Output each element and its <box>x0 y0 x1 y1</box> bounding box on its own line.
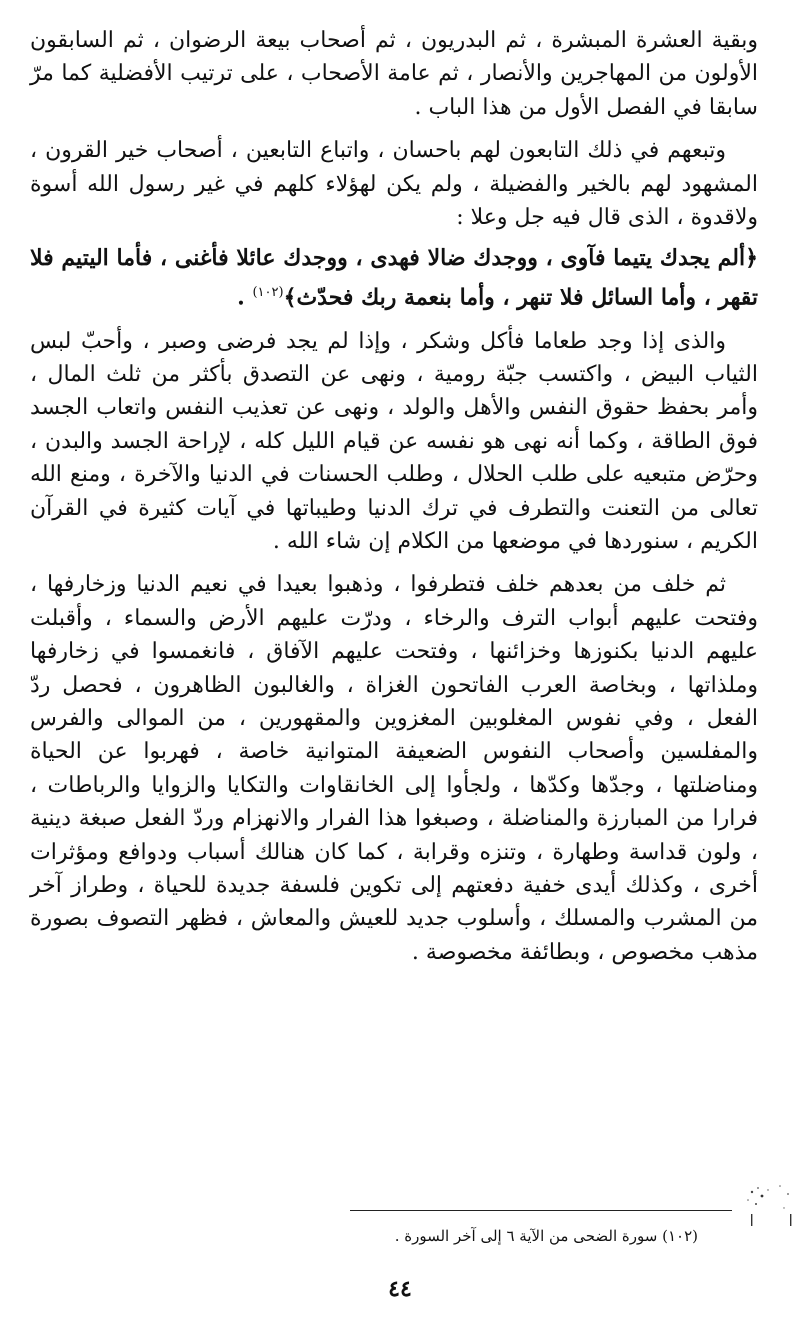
page-body <box>30 24 758 969</box>
page-number: ٤٤ <box>388 1276 412 1302</box>
scan-specks <box>740 1178 800 1238</box>
paragraph-3: والذى إذا وجد طعاما فأكل وشكر ، وإذا لم يجد فرضى وصبر ، وأحبّ لبس الثياب البيض ، واكتسب جبّة رومية ، ونهى عن التصدق بأكثر من ثلث المال ، وأمر بحفظ حقوق النفس والأهل والولد ، ونهى عن تعذيب النفس واتعاب الجسد فوق الطاقة ، وكما أنه نهى هو نفسه عن قيام الليل كله ، لإراحة الجسد والبدن ، وحرّض متبعيه على طلب الحلال ، وطلب الحسنات في الدنيا والآخرة ، ومنع الله تعالى من التعنت والتطرف في ترك الدنيا وطيباتها في آيات كثيرة في القرآن الكريم ، سنوردها في موضعها من الكلام إن شاء الله . <box>30 328 758 555</box>
paragraph-1: وبقية العشرة المبشرة ، ثم البدريون ، ثم أصحاب بيعة الرضوان ، ثم السابقون الأولون من المهاجرين والأنصار ، ثم عامة الأصحاب ، على ترتيب الأفضلية كما مرّ سابقا في الفصل الأول من هذا الباب . <box>30 28 758 120</box>
quran-verse-text: ﴿ألم يجدك يتيما فآوى ، ووجدك ضالا فهدى ، ووجدك عائلا فأغنى ، فأما اليتيم فلا تقهر ، وأما السائل فلا تنهر ، وأما بنعمة ربك فحدّث﴾ <box>30 245 758 311</box>
quran-verse <box>30 242 758 314</box>
footnote: (١٠٢) سورة الضحى من الآية ٦ إلى آخر السورة . <box>394 1227 698 1245</box>
paragraph-2: وتبعهم في ذلك التابعون لهم باحسان ، واتباع التابعين ، أصحاب خير القرون ، المشهود لهم بالخير والفضيلة ، ولم يكن لهؤلاء كلهم في غير رسول الله أسوة ولاقدوة ، الذى قال فيه جل وعلا : <box>30 138 758 231</box>
footnote-divider <box>350 1210 732 1211</box>
quran-verse-end: . <box>237 284 253 311</box>
paragraph-4: ثم خلف من بعدهم خلف فتطرفوا ، وذهبوا بعيدا في نعيم الدنيا وزخارفها ، وفتحت عليهم أبواب الترف والرخاء ، ودرّت عليهم الأرض والسماء ، وأقبلت عليهم الدنيا بكنوزها وخزائنها ، وفتحت عليهم الآفاق ، فانغمسوا في زخارفها وملذاتها ، وبخاصة العرب الفاتحون الغزاة ، والغالبون الظاهرون ، فحصل ردّ الفعل ، وفي نفوس المغلوبين المغزوين والمقهورين ، من الموالى والفرس والمفلسين وأصحاب النفوس الضعيفة المتوانية خاصة ، فهربوا عن الحياة ومناضلتها ، وجدّها وكدّها ، ولجأوا إلى الخانقاوات والتكايا والزوايا والرباطات ، فرارا من المبارزة والمناضلة ، وصبغوا هذا الفرار والانهزام وردّ الفعل صبغة دينية ، ولون قداسة وطهارة ، وتنزه وقرابة ، كما كان هنالك أسباب ودوافع ومؤثرات أخرى ، وكذلك أيدى خفية دفعتهم إلى تكوين فلسفة جديدة للحياة ، وطراز آخر من المشرب والمسلك ، وأسلوب جديد للعيش والمعاش ، فظهر التصوف بصورة مذهب مخصوص ، وبطائفة مخصوصة . <box>30 572 758 965</box>
footnote-reference: (١٠٢) <box>252 284 284 300</box>
